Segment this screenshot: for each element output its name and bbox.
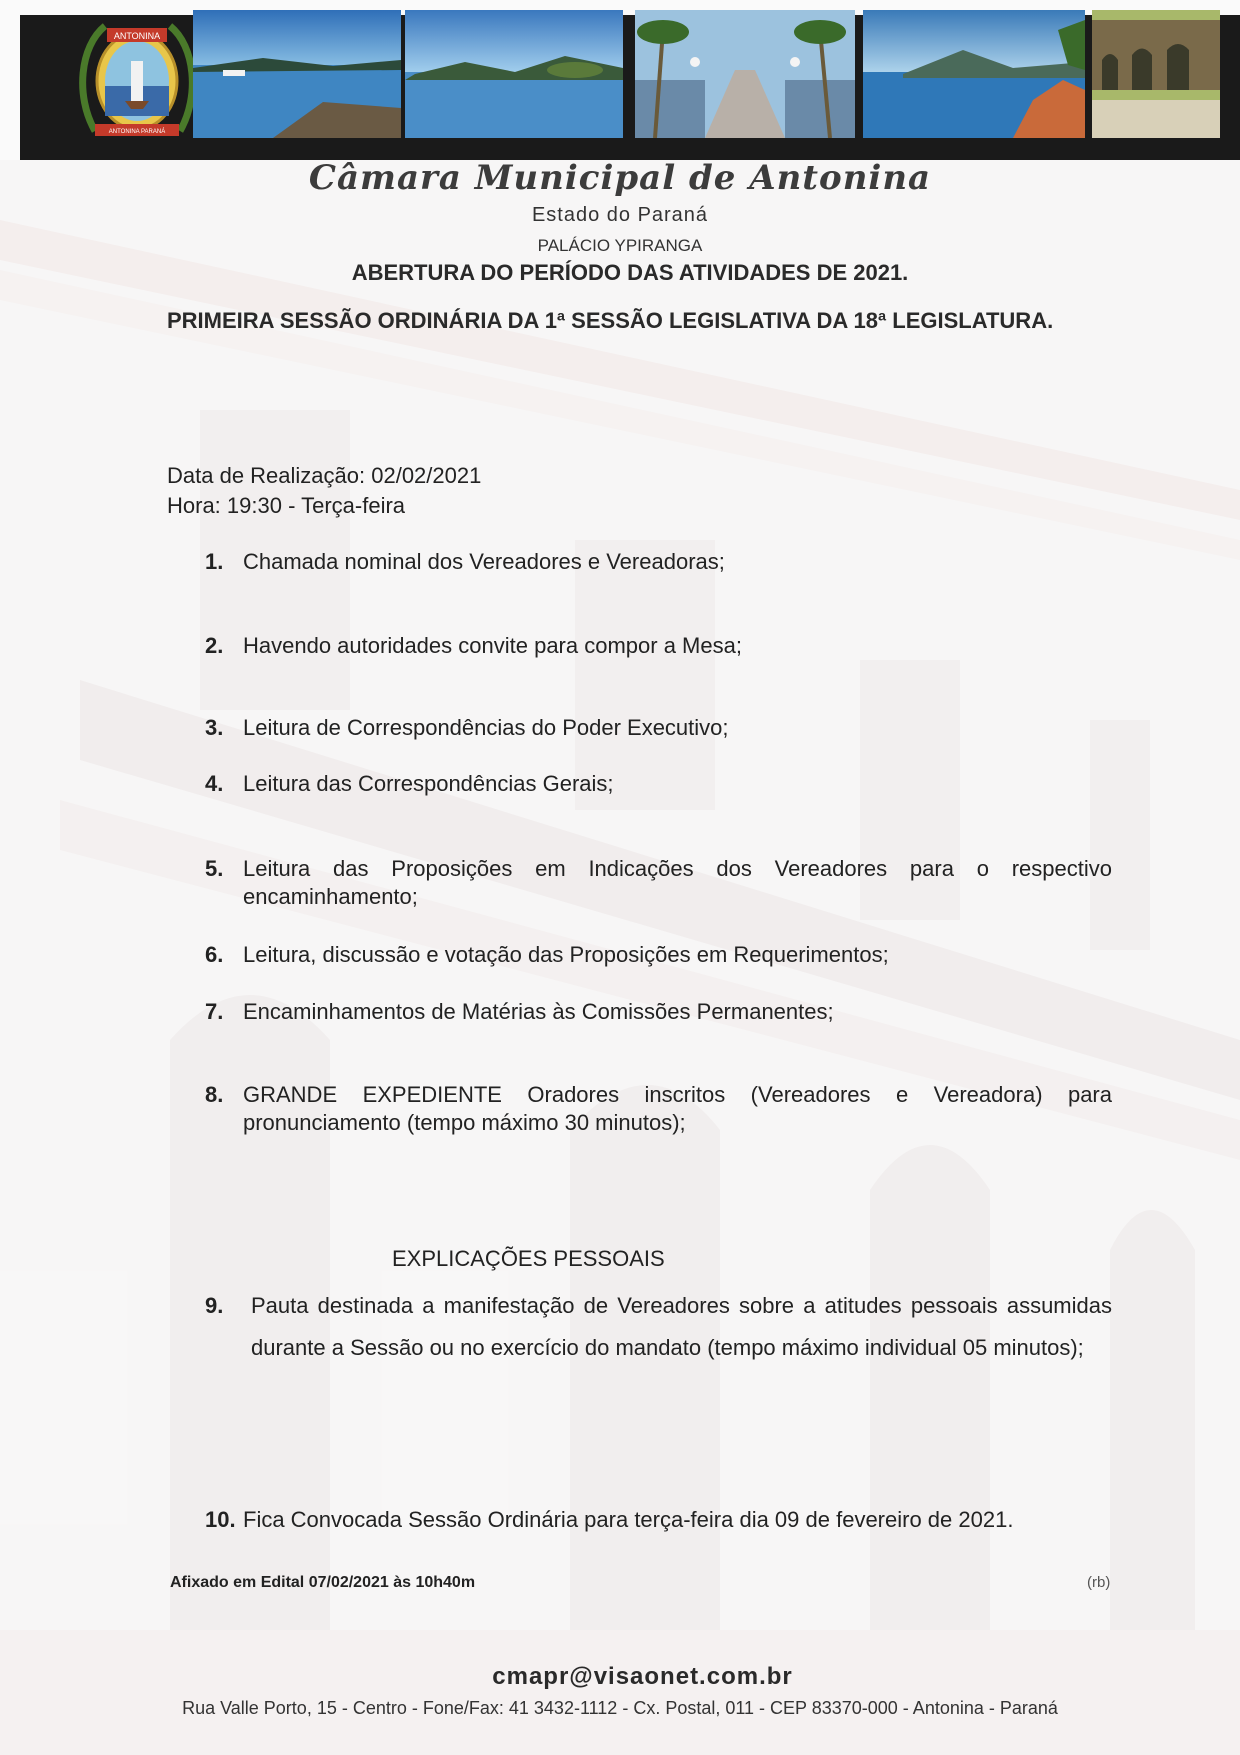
item-text: Leitura, discussão e votação das Proposições em Requerimentos;: [243, 942, 889, 967]
author-initials: (rb): [1087, 1574, 1111, 1591]
agenda-item: [205, 714, 1112, 742]
time-line: Hora: 19:30 - Terça-feira: [167, 493, 406, 518]
item-text: Leitura das Proposições em Indicações dos Vereadores para o respectivo encaminhamento;: [243, 856, 1112, 909]
item-number: 7.: [205, 999, 224, 1024]
item-text: Encaminhamentos de Matérias às Comissões Permanentes;: [243, 999, 834, 1024]
agenda-item: [205, 1285, 1112, 1369]
session-title: PRIMEIRA SESSÃO ORDINÁRIA DA 1ª SESSÃO LEGISLATIVA DA 18ª LEGISLATURA.: [167, 308, 1054, 333]
item-text: Chamada nominal dos Vereadores e Vereadoras;: [243, 549, 725, 574]
agenda-item: [205, 548, 1112, 576]
item-number: 1.: [205, 549, 224, 574]
bay-photo: [193, 10, 401, 138]
chamber-title: Câmara Municipal de Antonina: [308, 158, 932, 198]
date-line: Data de Realização: 02/02/2021: [167, 463, 482, 488]
agenda-item: [205, 998, 1112, 1026]
ruins-photo: [1092, 10, 1220, 138]
promenade-photo: [635, 10, 855, 138]
item-number: 4.: [205, 771, 224, 796]
item-number: 8.: [205, 1082, 224, 1107]
item-text: Leitura de Correspondências do Poder Executivo;: [243, 715, 729, 740]
document-heading: ABERTURA DO PERÍODO DAS ATIVIDADES DE 2021.: [351, 260, 909, 285]
state-subtitle: Estado do Paraná: [531, 204, 709, 226]
agenda-item: [205, 1081, 1112, 1137]
contact-email: cmapr@visaonet.com.br: [492, 1663, 793, 1690]
agenda-item: [205, 1506, 1112, 1534]
item-number: 3.: [205, 715, 224, 740]
rocks-photo: [863, 10, 1085, 138]
crest-banner-top: ANTONINA: [113, 31, 161, 41]
item-number: 10.: [205, 1507, 236, 1532]
agenda-item: [205, 632, 1112, 660]
section-heading: EXPLICAÇÕES PESSOAIS: [392, 1246, 665, 1271]
coat-of-arms-icon: [75, 6, 200, 146]
palace-name: PALÁCIO YPIRANGA: [537, 236, 703, 255]
posted-note: Afixado em Edital 07/02/2021 às 10h40m: [170, 1574, 476, 1591]
item-number: 2.: [205, 633, 224, 658]
item-number: 9.: [205, 1293, 224, 1318]
item-number: 5.: [205, 856, 224, 881]
item-text: Pauta destinada a manifestação de Vereadores sobre a atitudes pessoais assumidas durante a Sessão ou no exercício do mandato (tempo máximo individual 05 minutos);: [251, 1293, 1112, 1360]
island-photo: [405, 10, 623, 138]
agenda-item: [205, 855, 1112, 911]
agenda-item: [205, 770, 1112, 798]
item-text: Fica Convocada Sessão Ordinária para terça-feira dia 09 de fevereiro de 2021.: [243, 1507, 1014, 1532]
postal-address: Rua Valle Porto, 15 - Centro - Fone/Fax: 41 3432-1112 - Cx. Postal, 011 - CEP 83370-000 - Antonina - Paraná: [182, 1698, 1058, 1718]
item-text: Havendo autoridades convite para compor a Mesa;: [243, 633, 742, 658]
agenda-item: [205, 941, 1112, 969]
crest-banner-bottom: ANTONINA PARANÁ: [108, 129, 166, 135]
item-text: GRANDE EXPEDIENTE Oradores inscritos (Vereadores e Vereadora) para pronunciamento (tempo máximo 30 minutos);: [243, 1082, 1112, 1135]
item-text: Leitura das Correspondências Gerais;: [243, 771, 614, 796]
item-number: 6.: [205, 942, 224, 967]
